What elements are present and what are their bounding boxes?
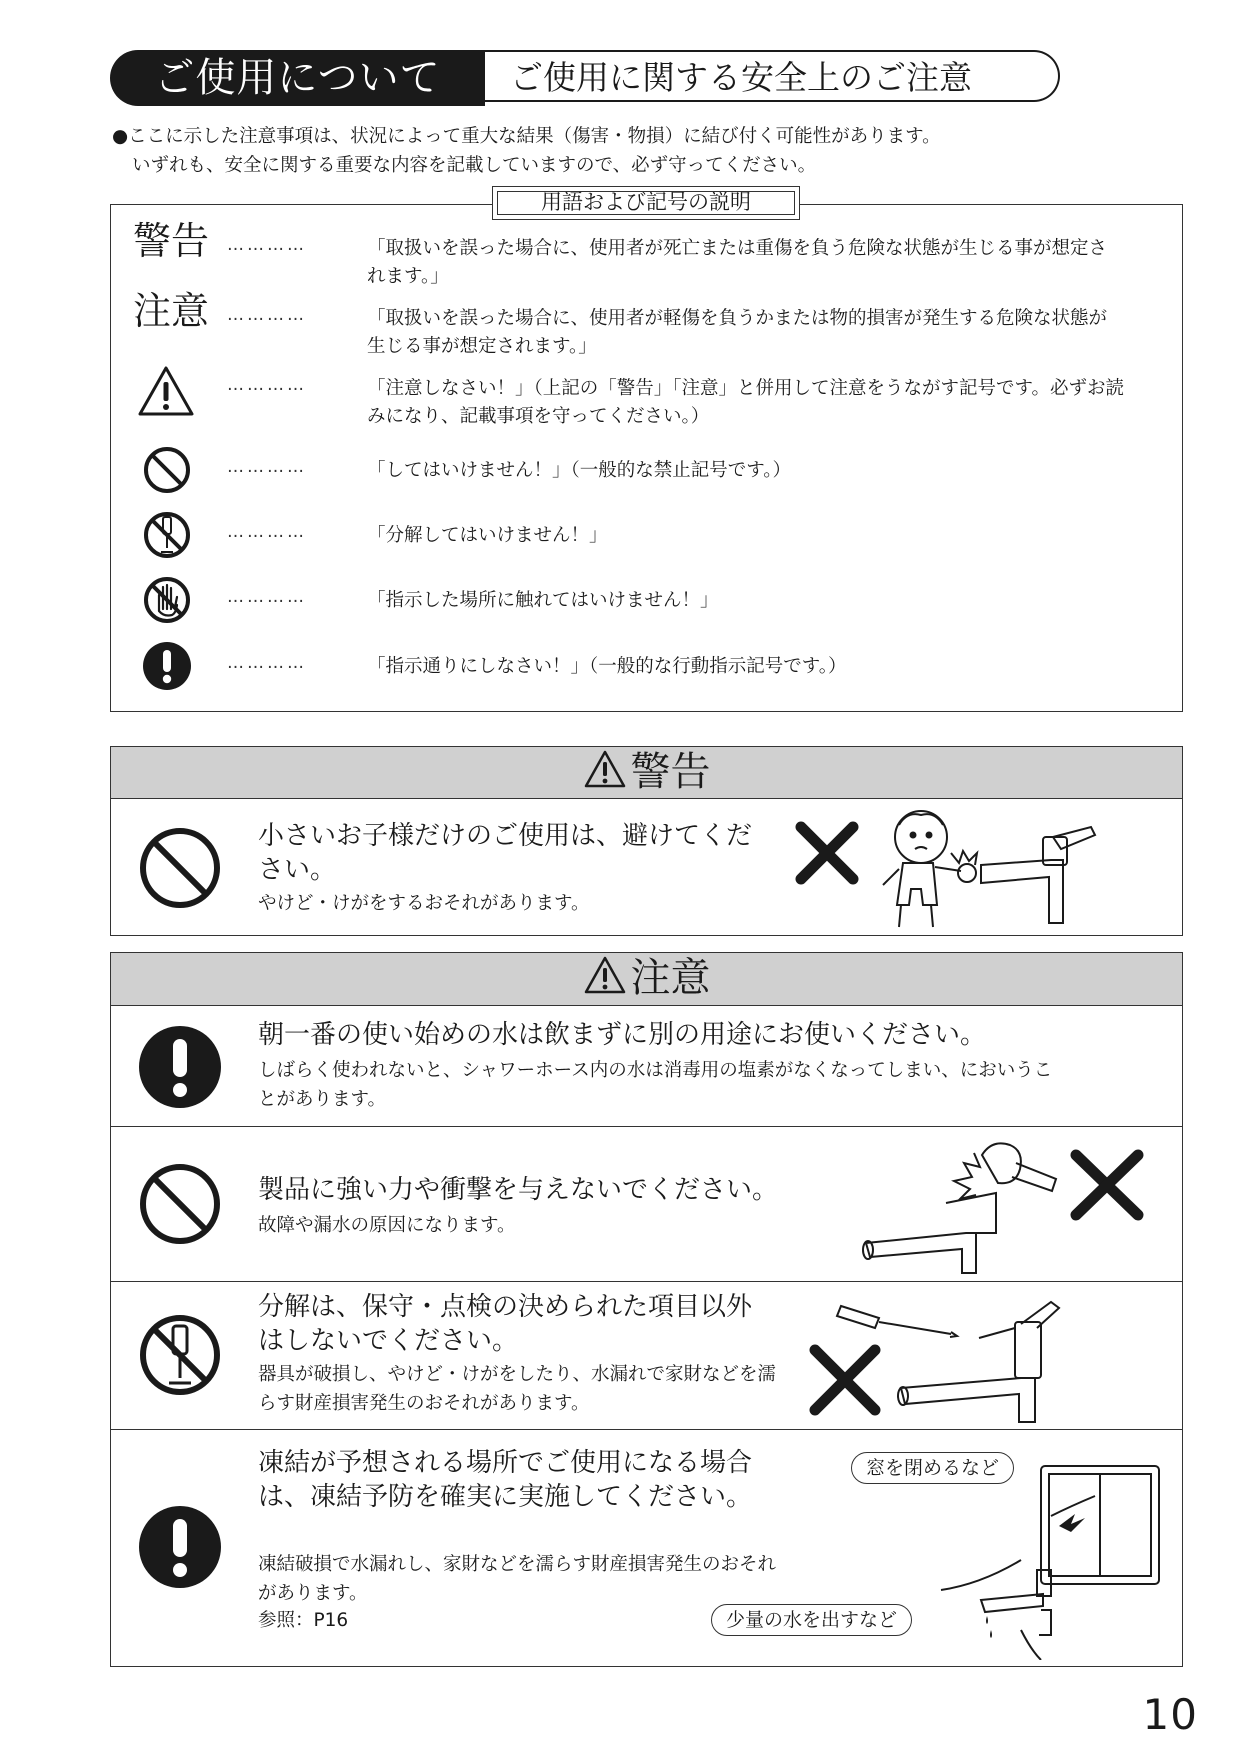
- legend-desc: 「取扱いを誤った場合に、使用者が軽傷を負うかまたは物的損害が発生する危険な状態が生じる事が想定されます。」: [367, 308, 1108, 357]
- caution-sub: 故障や漏水の原因になります。: [258, 1215, 516, 1236]
- caution-title: 凍結が予想される場所でご使用になる場合は、凍結予防を確実に実施してください。: [258, 1448, 753, 1512]
- legend-desc: 「してはいけません！」（一般的な禁止記号です。）: [367, 460, 792, 481]
- legend-term: 注意: [133, 289, 210, 333]
- legend-desc: 「注意しなさい！」（上記の「警告」「注意」と併用して注意をうながす記号です。必ずお読みになり、記載事項を守ってください。）: [367, 378, 1125, 427]
- prohibition-icon: [142, 445, 192, 495]
- caution-title: 朝一番の使い始めの水は飲まずに別の用途にお使いください。: [258, 1020, 987, 1050]
- intro-text: [112, 122, 941, 180]
- legend-term: 警告: [133, 219, 210, 263]
- warning-triangle-icon: [583, 749, 627, 789]
- header-banner: [110, 50, 1060, 106]
- warning-heading: [111, 747, 1182, 799]
- page-number: 10: [1142, 1690, 1198, 1739]
- leader-dots: …………: [227, 587, 307, 607]
- prohibition-icon: [137, 1161, 223, 1247]
- legend-desc: 「取扱いを誤った場合に、使用者が死亡または重傷を負う危険な状態が生じる事が想定されます。」: [367, 238, 1108, 287]
- screwdriver-faucet-illustration: [801, 1288, 1151, 1428]
- legend-box: [110, 204, 1183, 712]
- no-disassembly-icon: [137, 1312, 223, 1398]
- intro-line-1: ●ここに示した注意事項は、状況によって重大な結果（傷害・物損）に結び付く可能性があります。: [112, 126, 941, 147]
- leader-dots: …………: [227, 457, 307, 477]
- caution-title: 分解は、保守・点検の決められた項目以外はしないでください。: [258, 1292, 753, 1356]
- legend-desc: 「指示した場所に触れてはいけません！」: [367, 590, 719, 611]
- caution-sub: 凍結破損で水漏れし、家財などを濡らす財産損害発生のおそれがあります。: [258, 1554, 777, 1604]
- warning-triangle-icon: [137, 365, 195, 417]
- warning-triangle-icon: [583, 955, 627, 995]
- warning-section: [110, 746, 1183, 936]
- leader-dots: …………: [227, 522, 307, 542]
- prohibition-icon: [137, 825, 223, 911]
- run-water-tip: 少量の水を出すなど: [711, 1604, 912, 1636]
- leader-dots: …………: [227, 305, 307, 325]
- mandatory-action-icon: [137, 1504, 223, 1590]
- mandatory-action-icon: [142, 641, 192, 691]
- section-label: ご使用について: [110, 50, 485, 106]
- caution-section: [110, 952, 1183, 1667]
- caution-heading: [111, 953, 1182, 1006]
- no-touch-icon: [142, 575, 192, 625]
- legend-title: 用語および記号の説明: [492, 186, 800, 220]
- mandatory-action-icon: [137, 1024, 223, 1110]
- legend-desc: 「分解してはいけません！」: [367, 525, 608, 546]
- caution-reference: 参照：P16: [258, 1610, 349, 1631]
- caution-row: [111, 1126, 1182, 1281]
- warning-sub: やけど・けがをするおそれがあります。: [258, 893, 590, 914]
- page-title: ご使用に関する安全上のご注意: [485, 50, 1060, 102]
- warning-heading-text: 警告: [630, 749, 711, 795]
- legend-desc: 「指示通りにしなさい！」（一般的な行動指示記号です。）: [367, 656, 847, 677]
- leader-dots: …………: [227, 235, 307, 255]
- warning-title: 小さいお子様だけのご使用は、避けてください。: [258, 821, 753, 885]
- caution-sub: しばらく使われないと、シャワーホース内の水は消毒用の塩素がなくなってしまい、においうことがあります。: [258, 1060, 1053, 1110]
- caution-row: [111, 1429, 1182, 1667]
- caution-row: [111, 1006, 1182, 1126]
- leader-dots: …………: [227, 653, 307, 673]
- leader-dots: …………: [227, 375, 307, 395]
- caution-title: 製品に強い力や衝撃を与えないでください。: [258, 1175, 779, 1205]
- child-faucet-illustration: [791, 805, 1176, 935]
- intro-line-2: いずれも、安全に関する重要な内容を記載していますので、必ず守ってください。: [132, 155, 817, 176]
- warning-row: [111, 799, 1182, 936]
- window-close-tip: 窓を閉めるなど: [851, 1452, 1014, 1484]
- hand-impact-faucet-illustration: [856, 1133, 1156, 1278]
- caution-row: [111, 1281, 1182, 1429]
- no-disassembly-icon: [142, 510, 192, 560]
- caution-heading-text: 注意: [630, 955, 711, 1001]
- window-faucet-illustration: [901, 1460, 1166, 1660]
- caution-sub: 器具が破損し、やけど・けがをしたり、水漏れで家財などを濡らす財産損害発生のおそれがあります。: [258, 1364, 777, 1414]
